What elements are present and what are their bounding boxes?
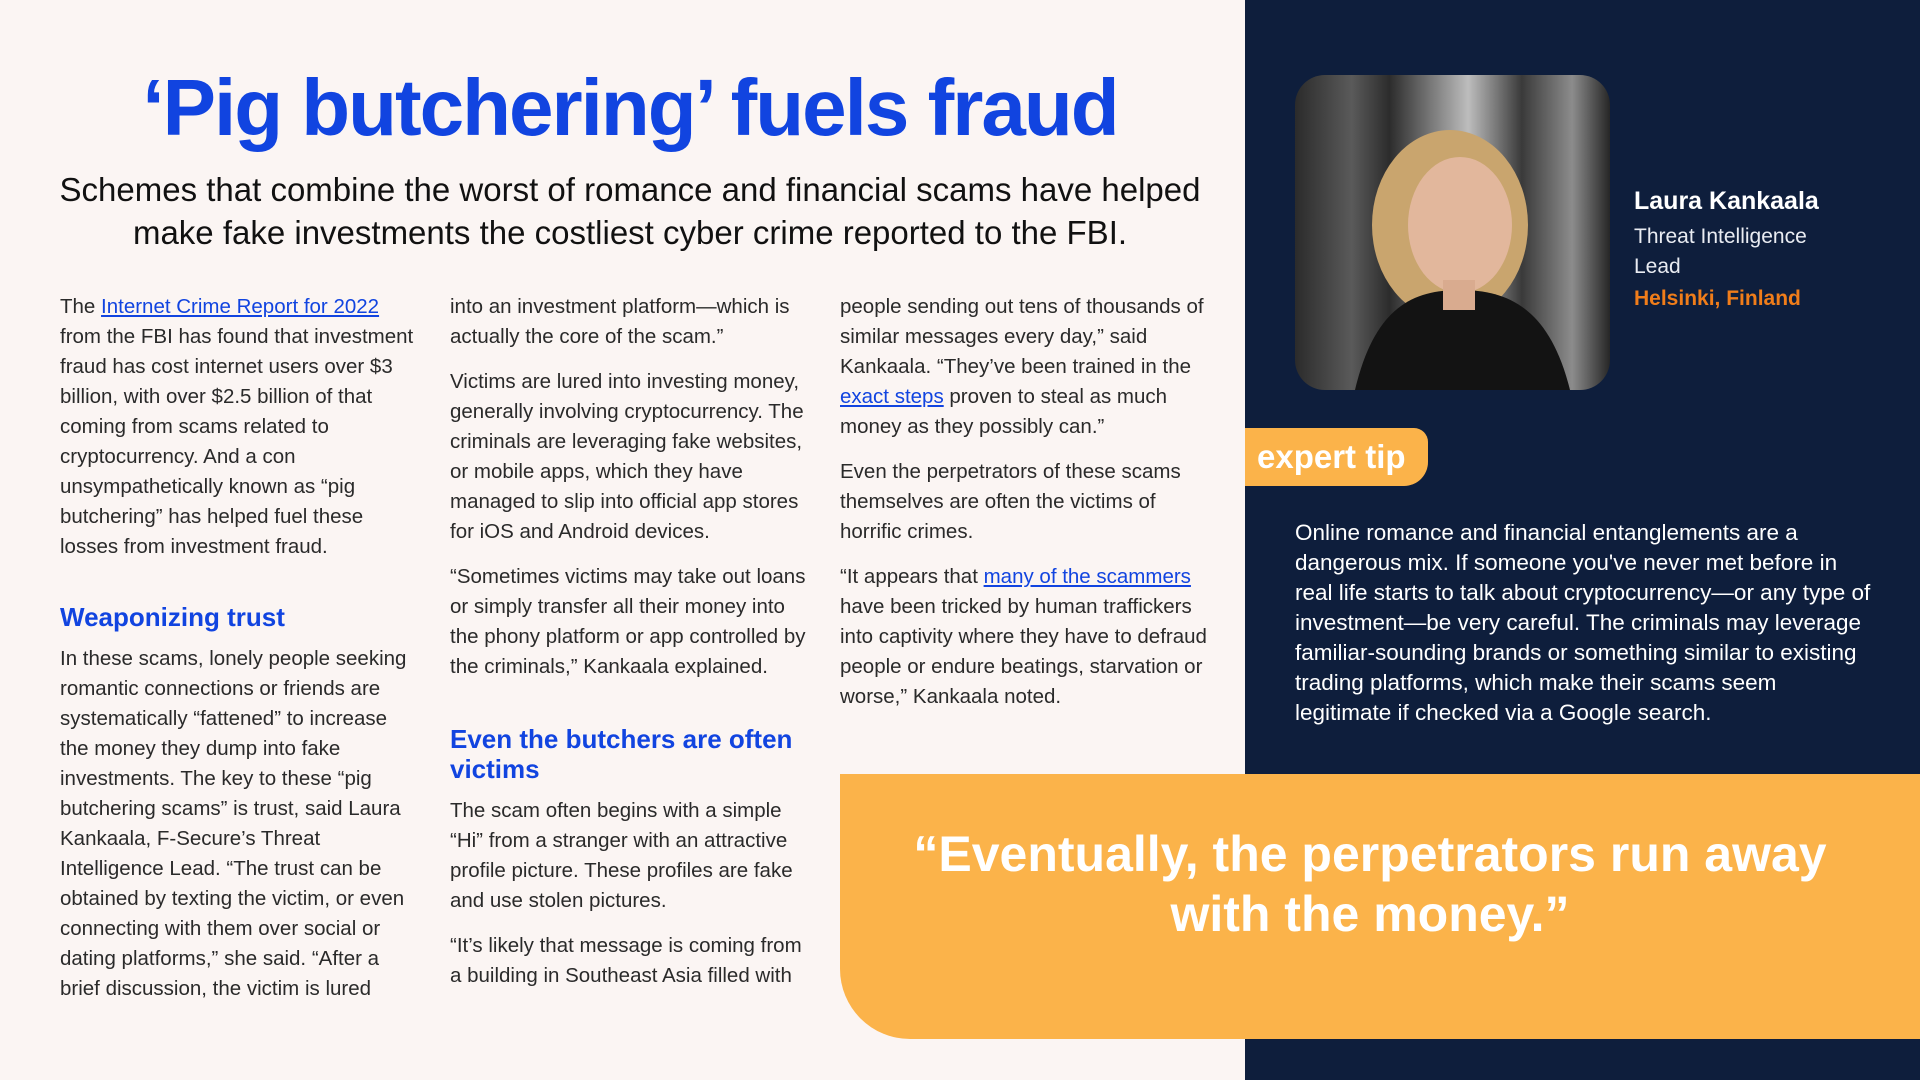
internet-crime-report-link[interactable]: Internet Crime Report for 2022: [101, 295, 380, 318]
expert-tip-text: Online romance and financial entanglements are a dangerous mix. If someone you've never met before in real life starts to talk about cryptocurrency—or any type of investment—be very careful. The criminals may leverage familiar-sounding brands or something similar to existing trading platforms, which make their scams seem legitimate if checked via a Google search.: [1295, 520, 1871, 725]
section-heading-butchers-victims: Even the butchers are often victims: [450, 724, 793, 784]
article-column-1: [60, 292, 420, 1019]
body-paragraph: In these scams, lonely people seeking romantic connections or friends are systematically “fattened” to increase the money they dump into fake investments. The key to these “pig butchering scams” is trust, said Laura Kankaala, F-Secure’s Threat Intelligence Lead. “The trust can be obtained by texting the victim, or even connecting with them over social or dating platforms,” she said. “After a brief discussion, the victim is lured: [60, 647, 407, 1000]
article-column-2: [450, 292, 810, 1006]
portrait-icon: [1295, 75, 1610, 390]
body-paragraph: Victims are lured into investing money, generally involving cryptocurrency. The criminals are leveraging fake websites, or mobile apps, which they have managed to slip into official app stores for iOS and Android devices.: [450, 370, 804, 543]
intro-paragraph: The Internet Crime Report for 2022 from the FBI has found that investment fraud has cost internet users over $3 billion, with over $2.5 billion of that coming from scams related to cryptocurrency. And a con unsympathetically known as “pig butchering” has helped fuel these losses from investment fraud.: [60, 295, 414, 558]
expert-name: Laura Kankaala: [1634, 187, 1819, 215]
section-heading-weaponizing-trust: Weaponizing trust: [60, 602, 285, 632]
body-paragraph: people sending out tens of thousands of similar messages every day,” said Kankaala. “They’ve been trained in the exact steps proven to steal as much money as they possibly can.”: [840, 295, 1204, 438]
body-paragraph: “Sometimes victims may take out loans or simply transfer all their money into the phony platform or app controlled by the criminals,” Kankaala explained.: [450, 565, 806, 678]
expert-tip-tab: [1245, 428, 1428, 486]
body-paragraph: Even the perpetrators of these scams themselves are often the victims of horrific crimes.: [840, 460, 1181, 543]
exact-steps-link[interactable]: exact steps: [840, 385, 944, 408]
body-paragraph: “It appears that many of the scammers have been tricked by human traffickers into captivity where they have to defraud people or endure beatings, starvation or worse,” Kankaala noted.: [840, 565, 1207, 708]
body-paragraph: “It’s likely that message is coming from a building in Southeast Asia filled with: [450, 934, 802, 987]
pull-quote-box: [840, 774, 1920, 1039]
many-scammers-link[interactable]: many of the scammers: [983, 565, 1191, 588]
expert-location: Helsinki, Finland: [1634, 287, 1801, 310]
expert-title: Threat Intelligence Lead: [1634, 225, 1807, 278]
page-title: ‘Pig butchering’ fuels fraud: [142, 63, 1118, 152]
page-subtitle: Schemes that combine the worst of romance and financial scams have helped make fake investments the costliest cyber crime reported to the FBI.: [59, 171, 1201, 251]
expert-tip-label: expert tip: [1257, 438, 1406, 475]
article-column-3: [840, 292, 1210, 727]
portrait-photo: [1295, 75, 1610, 390]
body-paragraph: into an investment platform—which is actually the core of the scam.”: [450, 295, 790, 348]
pull-quote-text: “Eventually, the perpetrators run away with the money.”: [913, 826, 1827, 942]
body-paragraph: The scam often begins with a simple “Hi” from a stranger with an attractive profile picture. These profiles are fake and use stolen pictures.: [450, 799, 793, 912]
